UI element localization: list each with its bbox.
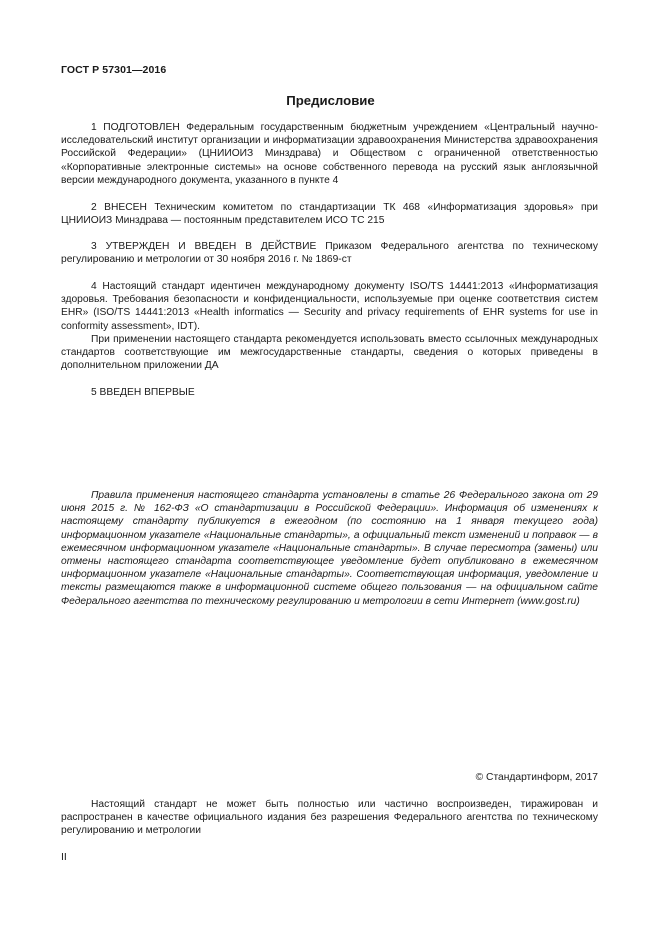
paragraph-introduced: 5 ВВЕДЕН ВПЕРВЫЕ [91,387,195,398]
copyright: © Стандартинформ, 2017 [475,772,598,783]
paragraph-application: При применении настоящего стандарта рекомендуется использовать вместо ссылочных международных стандартов соответствующие им межгосударственные стандарты, сведения о которых приведены в дополнительном приложении ДА [61,334,598,372]
paragraph-prepared: 1 ПОДГОТОВЛЕН Федеральным государственным бюджетным учреждением «Центральный научно-исследовательский институт организации и информатизации здравоохранения Министерства здравоохранения Российской Федерации» (ЦНИИОИЗ Минздрава) и Обществом с ограниченной ответственностью «Корпоративные электронные системы» на основе собственного перевода на русский язык англоязычной версии международного документа, указанного в пункте 4 [61,122,598,186]
reproduction-notice: Настоящий стандарт не может быть полностью или частично воспроизведен, тиражирован и распространен в качестве официального издания без разрешения Федерального агентства по техническому регулированию и метрологии [61,799,598,837]
standard-code: ГОСТ Р 57301—2016 [61,64,167,76]
rules-notice: Правила применения настоящего стандарта установлены в статье 26 Федерального закона от 29 июня 2015 г. № 162-ФЗ «О стандартизации в Российской Федерации». Информация об изменениях к настоящему стандарту публикуется в ежегодном (по состоянию на 1 января текущего года) информационном указателе «Национальные стандарты», а официальный текст изменений и поправок — в ежемесячном информационном указателе «Национальные стандарты». В случае пересмотра (замены) или отмены настоящего стандарта соответствующее уведомление будет опубликовано в ежемесячном информационном указателе «Национальные стандарты». Соответствующая информация, уведомление и тексты размещаются также в информационной системе общего пользования — на официальном сайте Федерального агентства по техническому регулированию и метрологии в сети Интернет (www.gost.ru) [61,490,598,607]
paragraph-approved: 3 УТВЕРЖДЕН И ВВЕДЕН В ДЕЙСТВИЕ Приказом Федерального агентства по техническому регулированию и метрологии от 30 ноября 2016 г. № 1869-ст [61,241,598,266]
paragraph-submitted: 2 ВНЕСЕН Техническим комитетом по стандартизации ТК 468 «Информатизация здоровья» при ЦНИИОИЗ Минздрава — постоянным представителем ИСО ТС 215 [61,202,598,227]
page-number: II [61,851,67,863]
paragraph-identical: 4 Настоящий стандарт идентичен международному документу ISO/TS 14441:2013 «Информатизация здоровья. Требования безопасности и конфиденциальности, используемые при оценке соответствия систем EHR» (ISO/TS 14441:2013 «Health informatics — Security and privacy requirements of EHR systems for use in conformity assessment», IDT). [61,281,598,332]
page-title: Предисловие [286,93,375,108]
